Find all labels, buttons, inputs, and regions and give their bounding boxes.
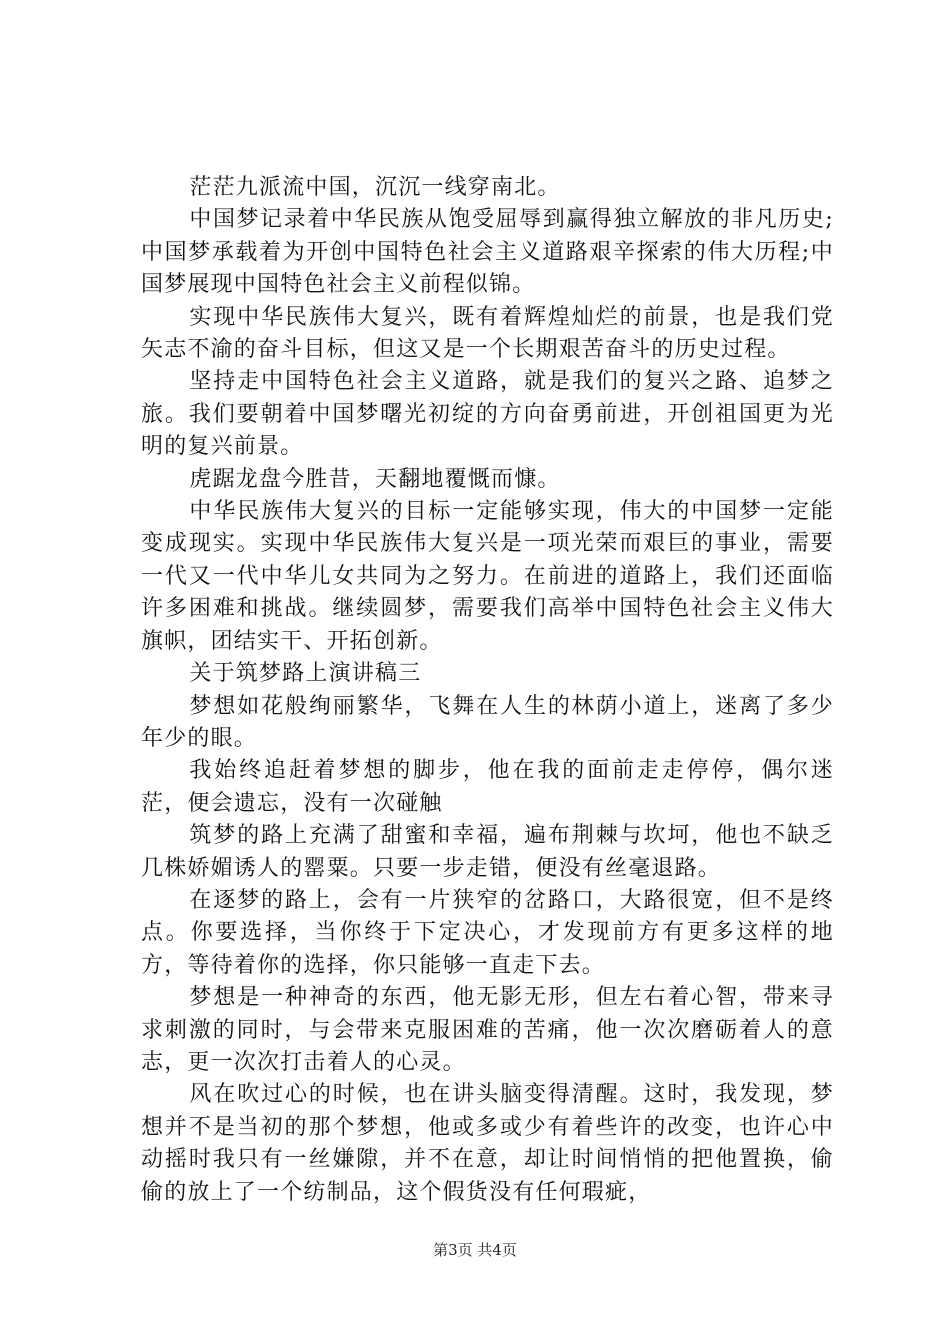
paragraph: 梦想是一种神奇的东西，他无影无形，但左右着心智，带来寻求刺激的同时，与会带来克服困难的苦痛，他一次次磨砺着人的意志，更一次次打击着人的心灵。	[141, 985, 834, 1075]
paragraph: 在逐梦的路上，会有一片狭窄的岔路口，大路很宽，但不是终点。你要选择，当你终于下定决心，才发现前方有更多这样的地方，等待着你的选择，你只能够一直走下去。	[141, 887, 834, 978]
page-number-footer: 第3页 共4页	[433, 1241, 517, 1259]
paragraph: 茫茫九派流中国，沉沉一线穿南北。	[189, 175, 561, 200]
paragraph: 梦想如花般绚丽繁华，飞舞在人生的林荫小道上，迷离了多少年少的眼。	[141, 693, 834, 751]
paragraph: 中国梦记录着中华民族从饱受屈辱到赢得独立解放的非凡历史;中国梦承载着为开创中国特色社会主义道路艰辛探索的伟大历程;中国梦展现中国特色社会主义前程似锦。	[141, 207, 834, 298]
paragraph: 筑梦的路上充满了甜蜜和幸福，遍布荆棘与坎坷，他也不缺乏几株娇媚诱人的罂粟。只要一步走错，便没有丝毫退路。	[141, 823, 834, 881]
paragraph: 虎踞龙盘今胜昔，天翻地覆慨而慷。	[189, 466, 561, 492]
paragraph: 实现中华民族伟大复兴，既有着辉煌灿烂的前景，也是我们党矢志不渝的奋斗目标，但这又是一个长期艰苦奋斗的历史过程。	[141, 304, 834, 363]
paragraph: 中华民族伟大复兴的目标一定能够实现，伟大的中国梦一定能变成现实。实现中华民族伟大复兴是一项光荣而艰巨的事业，需要一代又一代中华儿女共同为之努力。在前进的道路上，我们还面临许多困难和挑战。继续圆梦，需要我们高举中国特色社会主义伟大旗帜，团结实干、开拓创新。	[141, 499, 834, 654]
paragraph: 坚持走中国特色社会主义道路，就是我们的复兴之路、追梦之旅。我们要朝着中国梦曙光初绽的方向奋勇前进，开创祖国更为光明的复兴前景。	[141, 369, 834, 460]
paragraph: 风在吹过心的时候，也在讲头脑变得清醒。这时，我发现，梦想并不是当初的那个梦想，他或多或少有着些许的改变，也许心中动摇时我只有一丝嫌隙，并不在意，却让时间悄悄的把他置换，偷偷的放上了一个纺制品，这个假货没有任何瑕疵，	[141, 1082, 834, 1205]
document-body	[141, 172, 834, 1209]
section-heading: 关于筑梦路上演讲稿三	[189, 661, 422, 687]
paragraph: 我始终追赶着梦想的脚步，他在我的面前走走停停，偶尔迷茫，便会遗忘，没有一次碰触	[141, 758, 834, 816]
